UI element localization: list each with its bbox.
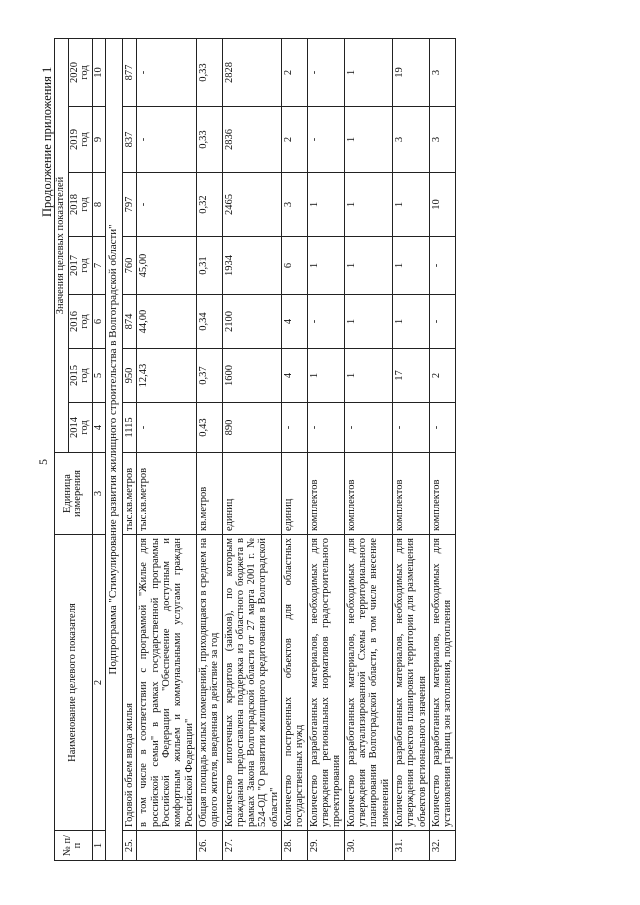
indicator-value-2017: 6: [282, 237, 308, 295]
indicator-value-2019: 1: [344, 107, 392, 173]
header-year-number: 2017: [68, 255, 80, 276]
table-row: [393, 38, 430, 860]
indicator-unit: комплектов: [344, 453, 392, 535]
indicator-value-2014: 1115: [122, 403, 136, 453]
indicator-value-2019: 2: [282, 107, 308, 173]
header-year-number: 2014: [68, 417, 80, 438]
header-year-number: 2016: [68, 311, 80, 332]
indicator-value-2015: 2: [430, 349, 456, 403]
row-number: 30.: [344, 831, 392, 861]
indicator-value-2017: 1: [344, 237, 392, 295]
indicator-unit: единиц: [282, 453, 308, 535]
indicator-unit: комплектов: [430, 453, 456, 535]
table-row: [282, 38, 308, 860]
column-index: 2: [92, 535, 106, 831]
indicator-value-2015: 4: [282, 349, 308, 403]
header-year-number: 2019: [68, 129, 80, 150]
indicator-value-2015: 1600: [222, 349, 282, 403]
indicator-value-2015: 1: [307, 349, 344, 403]
indicator-value-2016: 44,00: [137, 295, 197, 349]
indicator-value-2018: -: [137, 173, 197, 237]
indicator-value-2020: -: [137, 38, 197, 106]
header-year-number: 2020: [68, 62, 80, 83]
row-number: 27.: [222, 831, 282, 861]
subprogram-title: Подпрограмма "Стимулирование развития жилищного строительства в Волгоградской области": [106, 38, 123, 860]
indicator-value-2016: 874: [122, 295, 136, 349]
indicator-value-2018: 3: [282, 173, 308, 237]
indicator-value-2019: 3: [430, 107, 456, 173]
indicator-value-2017: 1: [393, 237, 430, 295]
indicator-value-2018: 10: [430, 173, 456, 237]
indicator-value-2020: 0,33: [196, 38, 222, 106]
indicator-name: в том числе в соответствии с программой "Жилье для российской семьи" в рамках государственной программы Российской Федерации "Обеспечение доступным и комфортным жильем и коммунальными услугами граждан Российской Федерации": [137, 535, 197, 831]
table-row: [122, 38, 136, 860]
row-number: 25.: [122, 831, 136, 861]
indicator-unit: тыс.кв.метров: [122, 453, 136, 535]
row-number: 29.: [307, 831, 344, 861]
indicator-unit: комплектов: [393, 453, 430, 535]
table-row: [430, 38, 456, 860]
indicator-value-2019: -: [307, 107, 344, 173]
indicator-value-2014: -: [307, 403, 344, 453]
indicator-value-2019: 837: [122, 107, 136, 173]
indicator-value-2016: -: [307, 295, 344, 349]
indicator-value-2016: 4: [282, 295, 308, 349]
header-name: Наименование целевого показателя: [55, 535, 93, 831]
indicator-value-2018: 0,32: [196, 173, 222, 237]
row-number: 28.: [282, 831, 308, 861]
header-year: [68, 38, 92, 106]
header-year: [68, 237, 92, 295]
indicator-value-2014: 890: [222, 403, 282, 453]
row-number: [137, 831, 197, 861]
indicator-value-2015: 12,43: [137, 349, 197, 403]
header-year: [68, 403, 92, 453]
column-index: 9: [92, 107, 106, 173]
indicator-value-2014: -: [430, 403, 456, 453]
column-index: 3: [92, 453, 106, 535]
indicator-name: Количество ипотечных кредитов (займов), по которым гражданам предоставлена поддержка из областного бюджета в рамках Закона Волгоградской области от 27 марта 2001 г. № 524-ОД "О развитии жилищного кредитования в Волгоградской области": [222, 535, 282, 831]
header-year-number: 2018: [68, 194, 80, 215]
indicator-value-2020: -: [307, 38, 344, 106]
column-index: 10: [92, 38, 106, 106]
table-row: [344, 38, 392, 860]
header-year: [68, 107, 92, 173]
indicator-value-2020: 3: [430, 38, 456, 106]
subprogram-row: [106, 38, 123, 860]
header-values-group: Значения целевых показателей: [55, 38, 69, 452]
indicator-name: Годовой объем ввода жилья: [122, 535, 136, 831]
indicator-value-2016: 1: [393, 295, 430, 349]
indicator-value-2020: 2: [282, 38, 308, 106]
indicator-value-2019: 2836: [222, 107, 282, 173]
indicator-value-2014: -: [282, 403, 308, 453]
header-year-word: год: [79, 258, 90, 273]
indicator-value-2015: 0,37: [196, 349, 222, 403]
column-index: 7: [92, 237, 106, 295]
indicator-value-2018: 1: [344, 173, 392, 237]
indicator-value-2017: 45,00: [137, 237, 197, 295]
header-year-word: год: [79, 132, 90, 147]
row-number: 32.: [430, 831, 456, 861]
header-num: № п/п: [55, 831, 93, 861]
header-year: [68, 349, 92, 403]
indicator-value-2018: 2465: [222, 173, 282, 237]
indicator-value-2018: 1: [393, 173, 430, 237]
indicator-unit: единиц: [222, 453, 282, 535]
header-year: [68, 295, 92, 349]
indicator-name: Количество разработанных материалов, необходимых для утверждения региональных нормативов градостроительного проектирования: [307, 535, 344, 831]
header-year-word: год: [79, 197, 90, 212]
indicator-value-2017: 760: [122, 237, 136, 295]
indicator-unit: кв.метров: [196, 453, 222, 535]
indicator-name: Количество разработанных материалов, необходимых для утверждения актуализированной Схемы территориального планирования Волгоградской области, в том числе внесение изменений: [344, 535, 392, 831]
indicator-value-2017: 0,31: [196, 237, 222, 295]
indicator-value-2018: 797: [122, 173, 136, 237]
column-index: 8: [92, 173, 106, 237]
header-year-word: год: [79, 65, 90, 80]
indicator-name: Количество разработанных материалов, необходимых для установления границ зон затопления, подтопления: [430, 535, 456, 831]
indicator-value-2014: -: [393, 403, 430, 453]
row-number: 31.: [393, 831, 430, 861]
header-year-word: год: [79, 368, 90, 383]
indicator-value-2020: 1: [344, 38, 392, 106]
indicator-value-2019: -: [137, 107, 197, 173]
column-index: 5: [92, 349, 106, 403]
indicator-value-2017: 1: [307, 237, 344, 295]
indicator-value-2015: 17: [393, 349, 430, 403]
table-row: [222, 38, 282, 860]
indicator-value-2020: 19: [393, 38, 430, 106]
table-row: [307, 38, 344, 860]
indicator-value-2017: 1934: [222, 237, 282, 295]
indicator-name: Общая площадь жилых помещений, приходящаяся в среднем на одного жителя, введенная в действие за год: [196, 535, 222, 831]
page-number: 5: [36, 459, 50, 465]
header-index-row: [92, 38, 106, 860]
indicator-unit: комплектов: [307, 453, 344, 535]
indicator-value-2014: 0,43: [196, 403, 222, 453]
indicator-value-2019: 0,33: [196, 107, 222, 173]
row-number: 26.: [196, 831, 222, 861]
header-unit: Единица измерения: [55, 453, 93, 535]
indicator-value-2020: 877: [122, 38, 136, 106]
indicator-name: Количество построенных объектов для областных государственных нужд: [282, 535, 308, 831]
indicator-value-2015: 1: [344, 349, 392, 403]
indicator-name: Количество разработанных материалов, необходимых для утверждения проектов планировки территории для размещения объектов регионального значения: [393, 535, 430, 831]
header-year-word: год: [79, 420, 90, 435]
indicator-value-2014: -: [137, 403, 197, 453]
column-index: 4: [92, 403, 106, 453]
indicator-value-2019: 3: [393, 107, 430, 173]
indicator-value-2017: -: [430, 237, 456, 295]
indicators-table: [54, 38, 456, 861]
header-year-word: год: [79, 314, 90, 329]
column-index: 6: [92, 295, 106, 349]
table-row: [196, 38, 222, 860]
table-body: [106, 38, 456, 860]
indicator-value-2018: 1: [307, 173, 344, 237]
header-year-number: 2015: [68, 365, 80, 386]
indicator-unit: тыс.кв.метров: [137, 453, 197, 535]
indicator-value-2020: 2828: [222, 38, 282, 106]
indicator-value-2016: 1: [344, 295, 392, 349]
table-row: [137, 38, 197, 860]
indicator-value-2016: -: [430, 295, 456, 349]
header-year: [68, 173, 92, 237]
continuation-caption: Продолжение приложения 1: [40, 66, 54, 217]
column-index: 1: [92, 831, 106, 861]
indicator-value-2016: 2100: [222, 295, 282, 349]
indicator-value-2016: 0,34: [196, 295, 222, 349]
indicator-value-2014: -: [344, 403, 392, 453]
indicator-value-2015: 950: [122, 349, 136, 403]
